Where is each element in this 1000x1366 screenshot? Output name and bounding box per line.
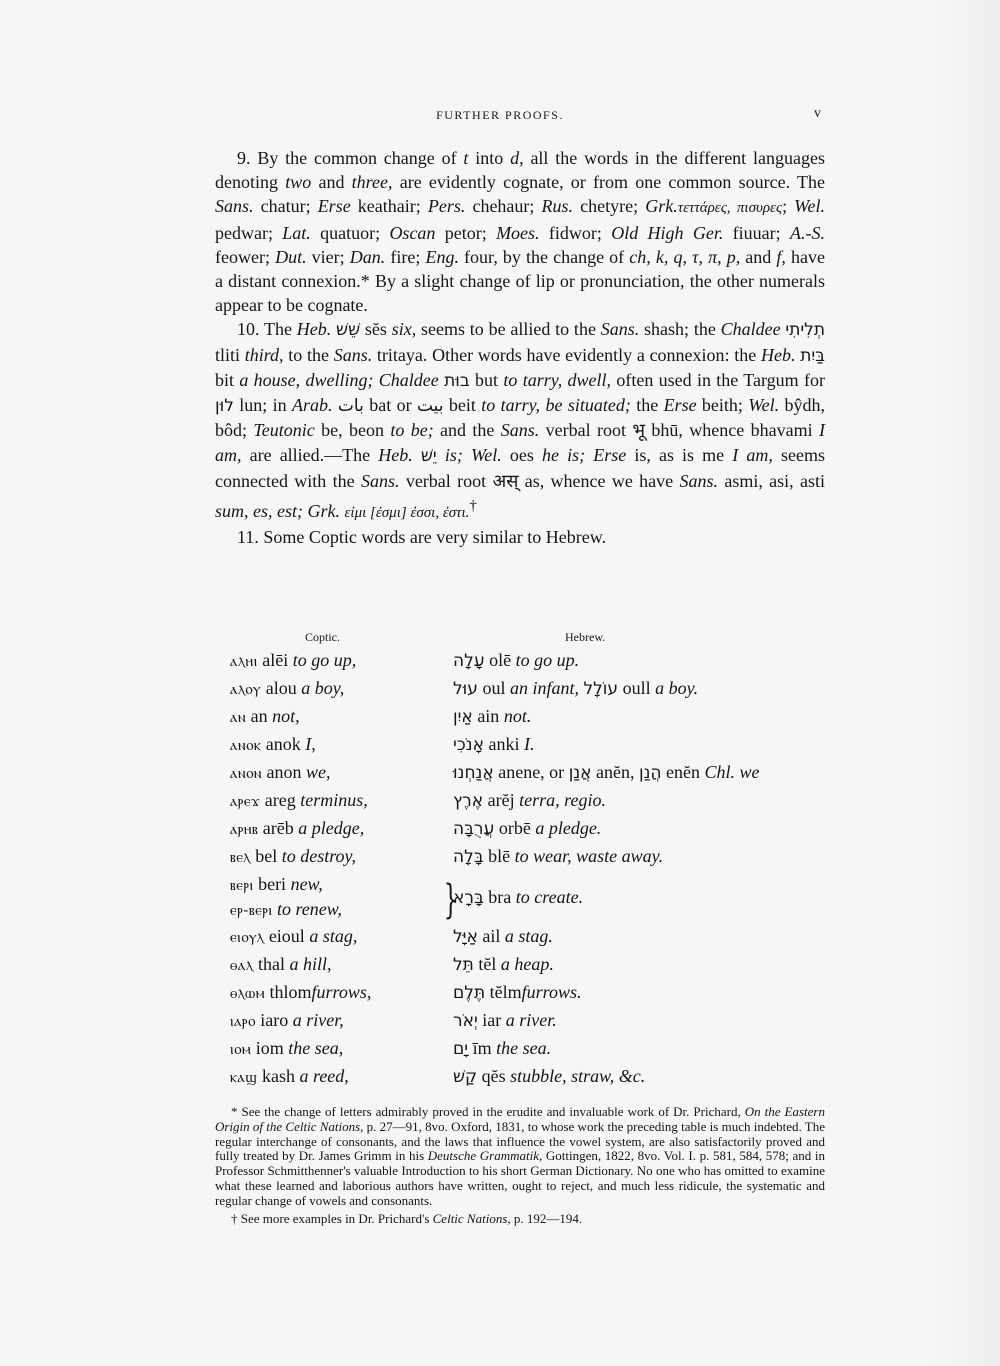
table-cell-coptic: ⲁⲛ an not, bbox=[230, 706, 300, 726]
table-cell-hebrew: קַשׁ qĕs stubble, straw, &c. bbox=[453, 1066, 646, 1087]
table-cell-coptic: ⲑⲗⲱⲙ thlomfurrows, bbox=[230, 982, 372, 1002]
body-text bbox=[215, 146, 825, 549]
footnote-asterisk: * See the change of letters admirably proved in the erudite and invaluable work of Dr. Prichard, On the Eastern Origin of the Celtic Nations, p. 27—91, 8vo. Oxford, 1831, to whose work the preceding table is much indebted. The regular interchange of consonants, and the laws that influence the vowel system, are also satisfactorily proved and fully treated by Dr. James Grimm in his Deutsche Grammatik, Gottingen, 1822, 8vo. Vol. I. p. 581, 584, 578; and in Professor Schmitthenner's valuable Introduction to his short German Dictionary. No one who has omitted to examine what these learned and laborious authors have written, ought to reject, and much less ridicule, the systematic and regular change of vowels and consonants. bbox=[215, 1104, 825, 1208]
brace: } bbox=[443, 877, 458, 923]
table-cell-coptic: ⲉⲓⲟⲩⲗ eioul a stag, bbox=[230, 926, 358, 946]
hebrew-word: יֵשׁ bbox=[420, 446, 437, 467]
table-cell-coptic: ⲕⲁϣ kash a reed, bbox=[230, 1066, 349, 1086]
greek-word: τεττάρες, πισυρες bbox=[677, 200, 783, 217]
hebrew-word: שֵׁשׁ bbox=[336, 320, 361, 341]
coptic-column-header: Coptic. bbox=[305, 630, 340, 644]
paragraph-10: 10. The Heb. שֵׁשׁ sĕs six, seems to be allied to the Sans. shash; the Chaldee תְלִיתִי tliti third, to the Sans. tritaya. Other words have evidently a connexion: the Heb. בַּיִת bit a house, dwelling; Chaldee בוּת but to tarry, dwell, often used in the Targum for לוּן lun; in Arab. بات bat or بيت beit to tarry, be situated; the Erse beith; Wel. bŷdh, bôd; Teutonic be, beon to be; and the Sans. verbal root भू bhū, whence bhavami I am, are allied.—The Heb. יֵשׁ is; Wel. oes he is; Erse is, as is me I am, seems connected with the Sans. verbal root अस् as, whence we have Sans. asmi, asi, asti sum, es, est; Grk. εἰμι [ἐσμι] ἐσσι, ἐστι.† bbox=[215, 319, 826, 521]
table-cell-coptic: ⲃⲉⲗ bel to destroy, bbox=[230, 846, 357, 866]
paragraph-11: 11. Some Coptic words are very similar to Hebrew. bbox=[237, 527, 607, 548]
footnotes bbox=[215, 1105, 825, 1226]
table-cell-coptic: ⲁⲣⲏⲃ arēb a pledge, bbox=[230, 818, 365, 838]
paragraph-9: 9. By the common change of t into d, all the words in the different languages denoting two and three, are evidently cognate, or from one common source. The Sans. chatur; Erse keathair; Pers. chehaur; Rus. chetyre; Grk.τεττάρες, πισυρες; Wel. pedwar; Lat. quatuor; Oscan petor; Moes. fidwor; Old High Ger. fiuuar; A.-S. feower; Dut. vier; Dan. fire; Eng. four, by the change of ch, k, q, τ, π, p, and f, have a distant connexion.* By a slight change of lip or pronunciation, the other numerals appear to be cognate. bbox=[215, 148, 826, 316]
devanagari-word: अस् bbox=[492, 470, 519, 492]
table-cell-coptic: ⲑⲁⲗ thal a hill, bbox=[230, 954, 332, 974]
page-number: v bbox=[814, 106, 821, 121]
footnote-marker: † bbox=[469, 497, 477, 514]
table-cell-coptic: ⲁⲛⲟⲛ anon we, bbox=[230, 762, 331, 782]
table-cell-coptic: ⲁⲣⲉϫ areg terminus, bbox=[230, 790, 368, 810]
arabic-word: بات bbox=[337, 396, 364, 417]
arabic-word: بيت bbox=[416, 396, 444, 417]
table-cell-coptic: ⲁⲗⲏⲓ alēi to go up, bbox=[230, 650, 357, 670]
table-cell-hebrew: יָם īm the sea. bbox=[453, 1038, 552, 1059]
hebrew-word: תְלִיתִי bbox=[785, 320, 826, 341]
table-cell-hebrew: אָנֹכִי anki I. bbox=[453, 734, 535, 755]
table-cell-hebrew: תֶּלֶם tĕlmfurrows. bbox=[453, 982, 582, 1003]
table-cell-coptic: ⲁⲗⲟⲩ alou a boy, bbox=[230, 678, 345, 698]
table-cell-coptic: ⲉⲣ-ⲃⲉⲣⲓ to renew, bbox=[230, 899, 342, 919]
table-cell-coptic: ⲓⲟⲙ iom the sea, bbox=[230, 1038, 344, 1058]
table-cell-coptic: ⲁⲛⲟⲕ anok I, bbox=[230, 734, 316, 754]
hebrew-column-header: Hebrew. bbox=[565, 630, 606, 644]
scan-shadow bbox=[930, 0, 1000, 1366]
table-cell-hebrew: עָלָה olē to go up. bbox=[453, 650, 580, 671]
table-cell-coptic: ⲃⲉⲣⲓ beri new, bbox=[230, 874, 323, 894]
table-cell-hebrew: עוּל oul an infant, עוֹלָל oull a boy. bbox=[453, 678, 699, 699]
table-cell-hebrew: יְאֹר iar a river. bbox=[453, 1010, 557, 1031]
footnote-dagger: † See more examples in Dr. Prichard's Celtic Nations, p. 192—194. bbox=[231, 1210, 583, 1226]
greek-word: εἰμι [ἐσμι] ἐσσι, ἐστι. bbox=[344, 504, 470, 521]
hebrew-word: בַּיִת bbox=[800, 345, 825, 366]
table-cell-hebrew: אֶרֶץ arĕj terra, regio. bbox=[453, 790, 606, 811]
table-cell-hebrew: אַיִן ain not. bbox=[453, 706, 532, 727]
table-cell-hebrew: תֵּל tĕl a heap. bbox=[453, 954, 554, 975]
hebrew-word: בוּת bbox=[444, 370, 470, 391]
table-cell-hebrew: בָּרָא bra to create. bbox=[453, 887, 584, 908]
table-cell-coptic: ⲓⲁⲣⲟ iaro a river, bbox=[230, 1010, 344, 1030]
running-head: FURTHER PROOFS. bbox=[436, 108, 564, 122]
devanagari-word: भू bbox=[632, 420, 646, 442]
table-cell-hebrew: אֲנַחְנוּ anene, or אֲנַן anĕn, הֲנַן enĕn Chl. we bbox=[453, 762, 760, 783]
hebrew-word: לוּן bbox=[215, 396, 234, 417]
table-cell-hebrew: אַיָּל ail a stag. bbox=[453, 926, 553, 947]
table-cell-hebrew: בָּלָה blē to wear, waste away. bbox=[453, 846, 664, 867]
table-cell-hebrew: עֲרֻבָּה orbē a pledge. bbox=[453, 818, 602, 839]
